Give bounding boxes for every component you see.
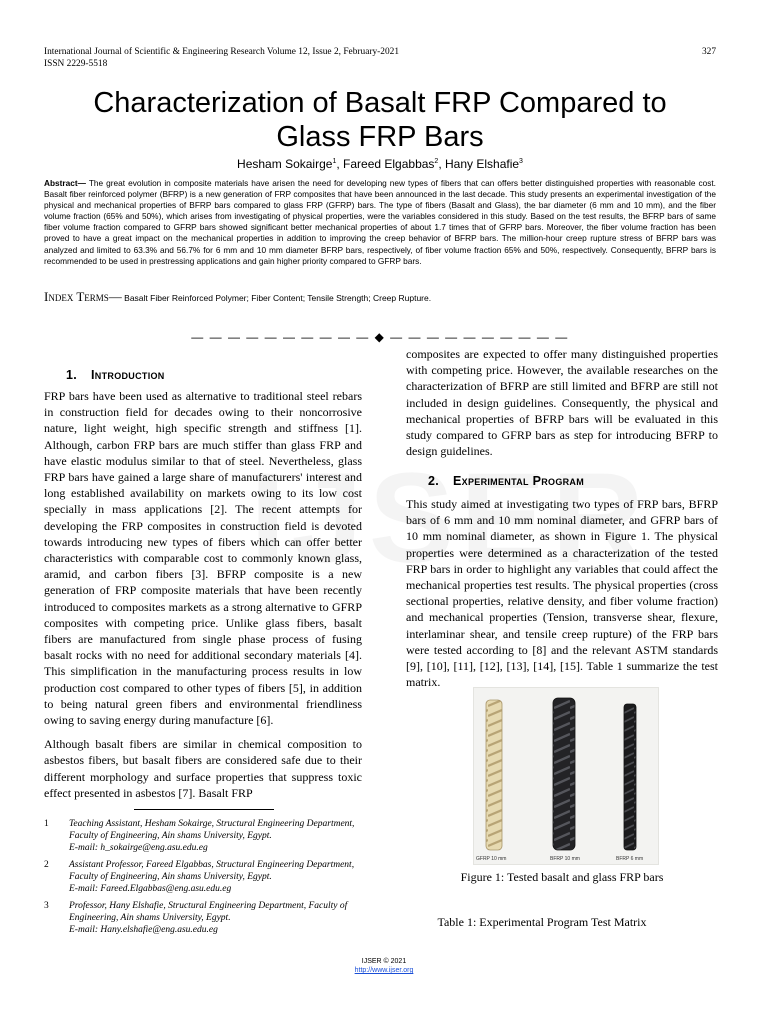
page-footer [0,957,768,975]
bfrp-6mm-bar [624,704,636,850]
abstract-text: The great evolution in composite materials have arisen the need for developing new types of fibers that can offers better distinguished properties with reasonable cost. Basalt fiber reinforced polymer (BFRP) is a new generation of FRP composites that have been announced in the last decade. This study presents an experimental investigation of the physical and mechanical properties of BFRP bars compared to glass FRP (GFRP) bars. The type of fibers (Basalt and Glass), the bar diameter (6 mm and 10 mm), and the fiber volume fraction (65% and 50%), which arises from investigating of physical properties, were the variables considered in this study. Based on the test results, the BFRP bars of same fiber volume fraction compared to GFRP bars showed significant better mechanical properties of about 1.7 times that of GFRP bars. Moreover, the fiber volume fraction has been proved to have a great impact on the mechanical properties in addition to improving the creep behavior of BFRP bars. The million-hour creep rupture stress of BFRP bars was analyzed and limited to 63.3% and 56.7% for 6 mm and 10 mm diameter BFRP bars, respectively, of fiber volume fraction 65% and 50%, respectively. Consequently, BFRP bars is recommended to be used in prestressing applications and gain higher priority compared to GFRP bars. [44,178,716,266]
journal-link[interactable]: http://www.ijser.org [354,967,414,974]
journal-name: International Journal of Scientific & Engineering Research Volume 12, Issue 2, February-2021 [44,47,400,57]
footnotes [44,818,362,941]
section-heading-introduction: 1. Introduction [66,368,165,382]
abstract-label: Abstract— [44,178,86,188]
index-terms-text: Basalt Fiber Reinforced Polymer; Fiber Content; Tensile Strength; Creep Rupture. [121,293,432,303]
figure-frp-bars [473,687,659,865]
paragraph: FRP bars have been used as alternative to traditional steel rebars in construction field for decades owing to their noncorrosive nature, light weight, high specific strength and stiffness [1]. Although, carbon FRP bars are much stiffer than glass FRP and have elastic modulus similar to that of steel. Nevertheless, glass FRP bars have gained a large share of manufacturers' interest and long established availability on markets owing to its low cost specially in mass applications [2]. The recent attempts for developing the FRP composites in construction field is devoted towards introducing new types of fibers which can offer better characteristics with comparable cost to commonly known glass, aramid, and carbon fibers [3]. BFRP composite is a new generation of FRP composite materials that have been recently introduced to composites markets as a strong alternative to GFRP composites with competing price. Unlike glass fibers, basalt fibers are manufactured from single phase process of fusing basalt rocks with no need for additional secondary materials [4]. This simplification in the manufacturing process results in low production cost compared to other types of fibers [5], in addition to being natural green fibers and environmental friendliness owing to saving energy during manufacture [6]. [44,389,362,728]
author: Fareed Elgabbas$^2$, [343,157,445,171]
footnote: 3 Professor, Hany Elshafie, Structural Engineering Department, Faculty of Engineering, Ain shams University, Egypt. E-mail: Hany.elshafie@eng.asu.edu.eg [44,901,348,935]
index-terms-label: Index Terms— [44,289,122,304]
table-caption: Table 1: Experimental Program Test Matrix [437,915,647,929]
title-line-1: Characterization of Basalt FRP Compared to [93,87,667,119]
running-header [44,46,716,70]
author: Hany Elshafie$^3$ [445,157,523,171]
right-column-top [406,346,718,459]
author-list [44,157,716,171]
figure-caption: Figure 1: Tested basalt and glass FRP bars [460,870,664,884]
bfrp-10mm-bar [553,698,575,850]
paper-title [44,86,716,154]
paragraph: composites are expected to offer many distinguished properties with competing price. However, the available researches on the characterization of BFRP are still limited and BFRP are still not included in design guidelines. Consequently, the physical and mechanical properties of BFRP bars will be evaluated in this study compared to GFRP bars as step for introducing BFRP to design guidelines. [406,347,718,459]
title-line-2: Glass FRP Bars [276,121,484,153]
copyright: IJSER © 2021 [361,958,407,965]
left-column [44,388,362,801]
frp-bars-photo [474,688,658,864]
footnote: 2 Assistant Professor, Fareed Elgabbas, Structural Engineering Department, Faculty of Engineering, Ain shams University, Egypt. E-mail: Fareed.Elgabbas@eng.asu.edu.eg [44,860,355,894]
paragraph: Although basalt fibers are similar in chemical composition to asbestos fibers, but basalt fibers are considered safe due to their different morphology and surface properties that suppress toxic effect presented in asbestos [7]. Basalt FRP [44,737,362,800]
bar-label: BFRP 6 mm [616,856,644,862]
right-column-body [406,496,718,690]
bar-label: GFRP 10 mm [476,856,507,862]
bar-label: BFRP 10 mm [550,856,580,862]
index-terms [44,290,716,305]
abstract [44,178,716,267]
page-number: 327 [701,47,716,57]
section-divider: — — — — — — — — — — ◆ — — — — — — — — — — [191,330,569,344]
section-heading-experimental-program: 2. Experimental Program [428,474,585,488]
issn: ISSN 2229-5518 [44,59,108,69]
gfrp-10mm-bar [486,700,502,850]
paragraph: This study aimed at investigating two types of FRP bars, BFRP bars of 6 mm and 10 mm nominal diameter, and GFRP bars of 10 mm nominal diameter, as shown in Figure 1. The physical properties were determined as a characterization of the tested FRP bars in order to highlight any variables that could affect the mechanical properties test results. The physical properties (cross sectional properties, relative density, and fiber volume fraction) and mechanical properties (Tension, transverse shear, flexure, interlaminar shear, and tensile creep rupture) of the FRP bars were tested according to [8] and the relevant ASTM standards [9], [10], [11], [12], [13], [14], [15]. Table 1 summarize the test matrix. [406,497,718,690]
footnote: 1 Teaching Assistant, Hesham Sokairge, Structural Engineering Department, Faculty of Engineering, Ain shams University, Egypt. E-mail: h_sokairge@eng.asu.edu.eg [44,819,355,853]
footnote-rule [134,809,274,810]
author: Hesham Sokairge$^1$, [237,157,344,171]
